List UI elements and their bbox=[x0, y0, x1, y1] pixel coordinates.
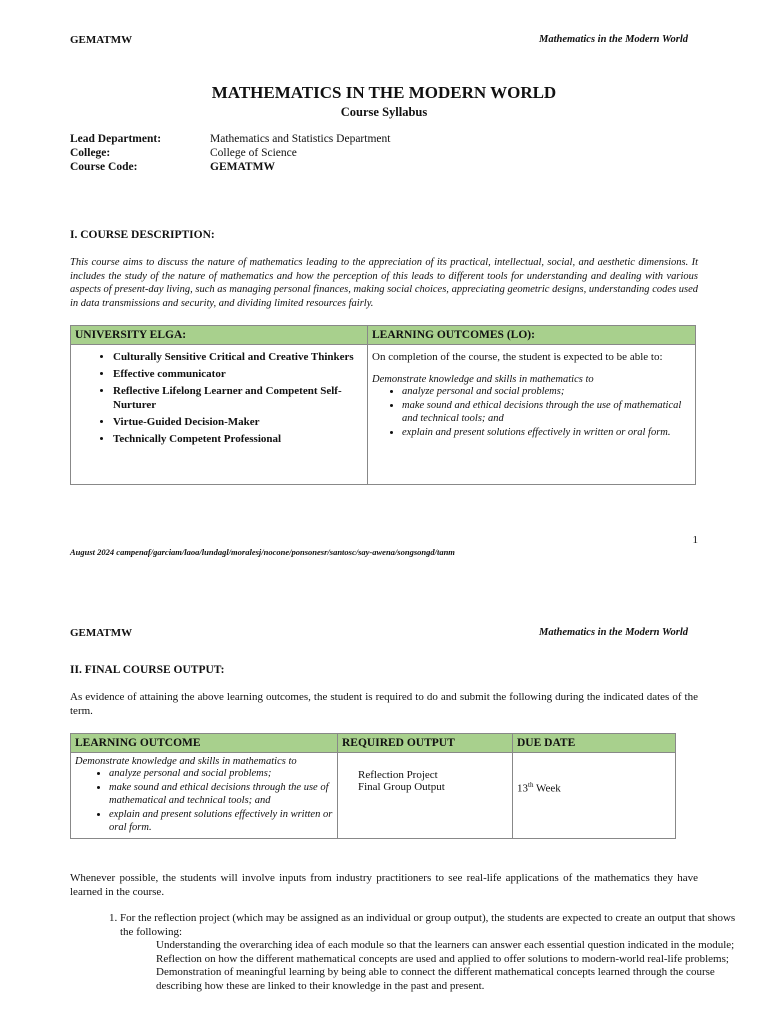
learning-outcome-cell bbox=[71, 753, 338, 839]
final-output-table bbox=[70, 733, 676, 839]
lo-header: LEARNING OUTCOMES (LO): bbox=[368, 326, 696, 345]
due-date-cell bbox=[513, 753, 676, 839]
lo-lead: Demonstrate knowledge and skills in mathematics to bbox=[372, 374, 594, 385]
detail-line: Understanding the overarching idea of each module so that the learners can answer each essential question indicated in the module; bbox=[156, 939, 735, 952]
page-title: MATHEMATICS IN THE MODERN WORLD bbox=[211, 83, 557, 102]
lo-list bbox=[372, 385, 691, 439]
lo-list bbox=[75, 767, 333, 835]
list-item-lead: For the reflection project (which may be assigned as an individual or group output), the students are expected to create an output that shows the following: bbox=[120, 912, 736, 938]
meta-label: Lead Department: bbox=[70, 133, 162, 145]
output-requirements-list bbox=[70, 912, 740, 994]
meta-value: College of Science bbox=[210, 147, 297, 159]
elga-header: UNIVERSITY ELGA: bbox=[71, 326, 368, 345]
meta-value: GEMATMW bbox=[210, 161, 275, 173]
page-number: 1 bbox=[692, 534, 698, 546]
industry-note: Whenever possible, the students will involve inputs from industry practitioners to see real-life applications of the mathematics they have learned in the course. bbox=[70, 872, 698, 898]
list-item bbox=[120, 912, 740, 994]
elga-item: • Reflective Lifelong Learner and Competent Self-Nurturer bbox=[113, 384, 363, 412]
lo-item: • explain and present solutions effectively in written or oral form. bbox=[402, 426, 691, 440]
due-date-header: DUE DATE bbox=[513, 734, 676, 753]
page-subtitle: Course Syllabus bbox=[340, 105, 428, 119]
lo-item: • analyze personal and social problems; bbox=[402, 385, 691, 399]
detail-line: Reflection on how the different mathematical concepts are used and applied to offer solutions to modern-world real-life problems; bbox=[156, 952, 729, 965]
header-course-code: GEMATMW bbox=[70, 627, 133, 639]
due-date-unit: Week bbox=[533, 782, 561, 795]
elga-item: • Virtue-Guided Decision-Maker bbox=[113, 415, 363, 429]
lo-item: • explain and present solutions effectively in written or oral form. bbox=[109, 808, 333, 835]
meta-label: Course Code: bbox=[70, 161, 138, 173]
elga-item: • Culturally Sensitive Critical and Creative Thinkers bbox=[113, 350, 363, 364]
elga-item: • Technically Competent Professional bbox=[113, 432, 363, 446]
header-course-name: Mathematics in the Modern World bbox=[539, 34, 688, 45]
lo-cell bbox=[368, 345, 696, 485]
section-course-description-heading: I. COURSE DESCRIPTION: bbox=[70, 229, 215, 241]
required-output-cell bbox=[338, 753, 513, 839]
due-date-suffix: th bbox=[528, 781, 534, 789]
elga-outcomes-table bbox=[70, 325, 696, 485]
lo-lead: Demonstrate knowledge and skills in mathematics to bbox=[75, 756, 297, 767]
output-item: Reflection Project bbox=[358, 769, 438, 781]
lo-item: • analyze personal and social problems; bbox=[109, 767, 333, 781]
lo-item: • make sound and ethical decisions through the use of mathematical and technical tools; and bbox=[109, 781, 333, 808]
elga-cell bbox=[71, 345, 368, 485]
due-date-number: 13 bbox=[517, 782, 528, 795]
lo-intro: On completion of the course, the student is expected to be able to: bbox=[372, 351, 663, 363]
required-output-header: REQUIRED OUTPUT bbox=[338, 734, 513, 753]
learning-outcome-header: LEARNING OUTCOME bbox=[71, 734, 338, 753]
final-output-intro: As evidence of attaining the above learning outcomes, the student is required to do and submit the following during the indicated dates of the term. bbox=[70, 691, 698, 717]
header-course-name: Mathematics in the Modern World bbox=[539, 627, 688, 638]
elga-item: • Effective communicator bbox=[113, 367, 363, 381]
course-description: This course aims to discuss the nature of mathematics leading to the appreciation of its practical, intellectual, social, and aesthetic dimensions. It includes the study of the nature of mathematics and how the perception of this leads to different tools for understanding and dealing with various aspects of present-day living, such as managing personal finances, making social choices, appreciating geometric designs, understanding codes used in data transmissions and security, and dividing limited resources fairly. bbox=[70, 257, 698, 309]
section-final-output-heading: II. FINAL COURSE OUTPUT: bbox=[70, 664, 225, 676]
list-item-details bbox=[120, 939, 740, 993]
meta-label: College: bbox=[70, 147, 111, 159]
output-item: Final Group Output bbox=[358, 781, 445, 793]
footer-note: August 2024 campenaf/garciam/laoa/lundagl/moralesj/nocone/ponsonesr/santosc/say-awena/songsongd/tanm bbox=[70, 547, 455, 557]
elga-list bbox=[75, 350, 363, 446]
header-course-code: GEMATMW bbox=[70, 34, 133, 46]
lo-item: • make sound and ethical decisions through the use of mathematical and technical tools; and bbox=[402, 399, 691, 426]
detail-line: Demonstration of meaningful learning by being able to connect the different mathematical concepts learned through the course describing how these are linked to their knowledge in the past and present. bbox=[156, 966, 715, 992]
meta-value: Mathematics and Statistics Department bbox=[210, 133, 391, 145]
